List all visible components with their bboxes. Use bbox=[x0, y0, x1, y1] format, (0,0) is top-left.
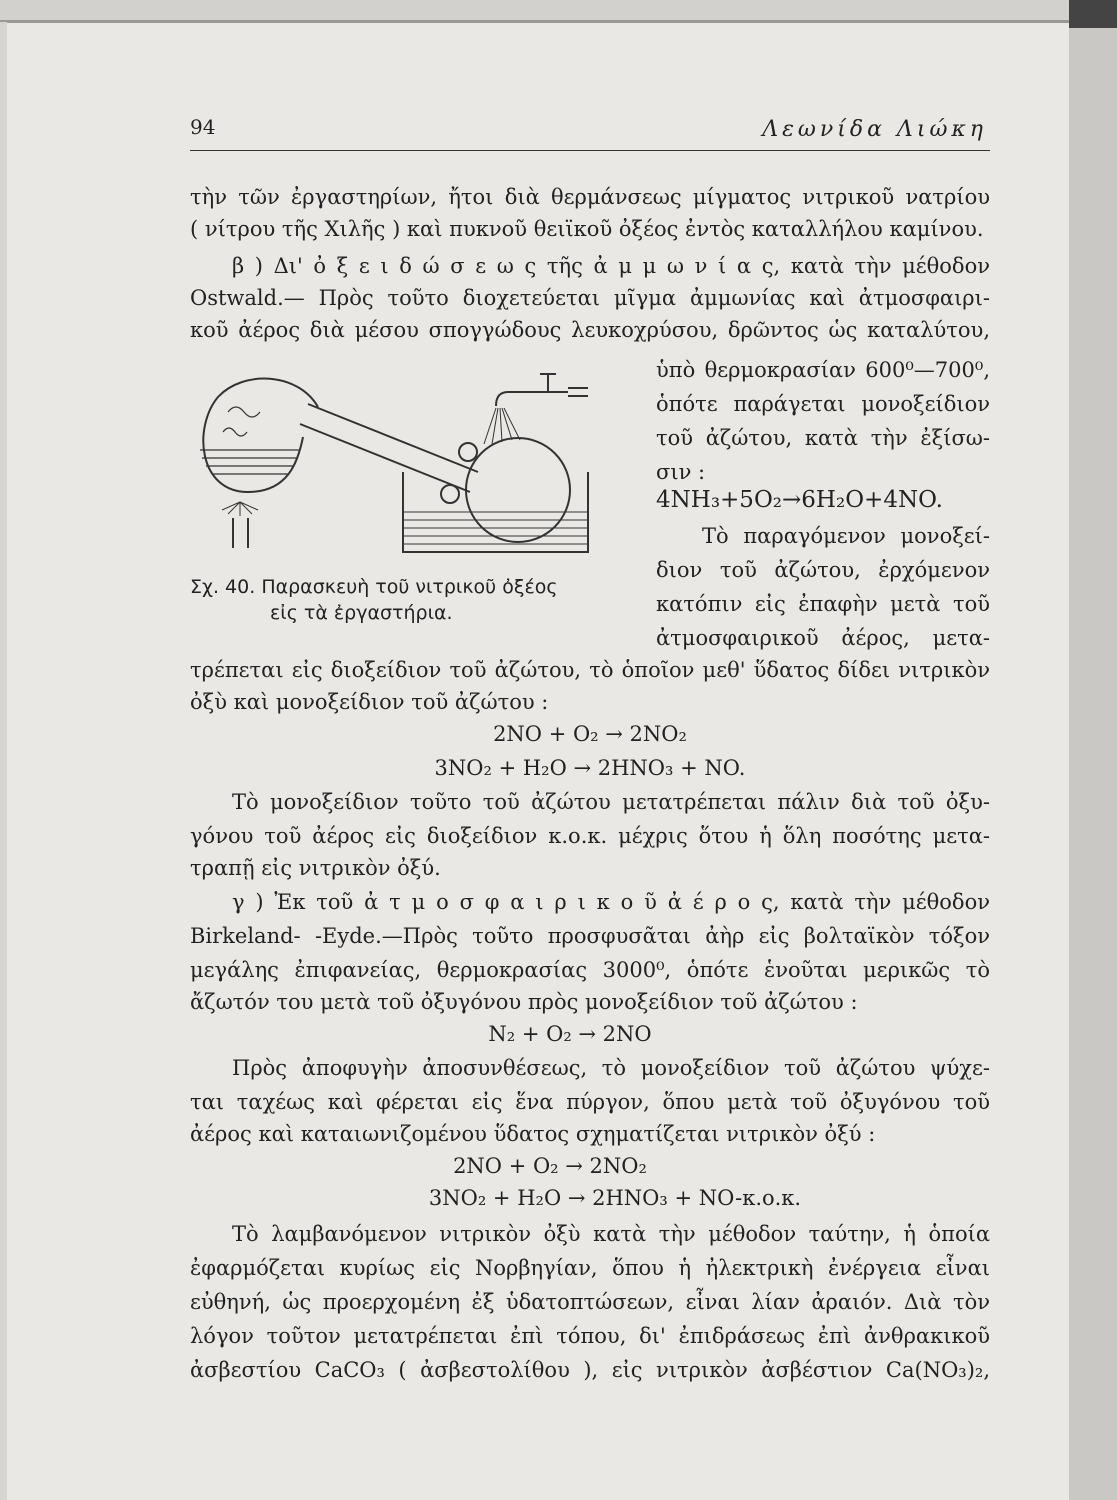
para2-line3: κοῦ ἀέρος διὰ μέσου σπογγώδους λευκοχρύσου, δρῶντος ὡς καταλύτου, bbox=[190, 318, 990, 342]
scan-top-band bbox=[0, 0, 1117, 22]
para6-line2: ται ταχέως καὶ φέρεται εἰς ἕνα πύργον, ὅπου μετὰ τοῦ ὀξυγόνου τοῦ bbox=[190, 1090, 990, 1114]
side-line3: τοῦ ἀζώτου, κατὰ τὴν ἐξίσω- bbox=[656, 426, 990, 450]
figure-caption-line1: Σχ. 40. Παρασκευὴ τοῦ νιτρικοῦ ὀξέος bbox=[190, 576, 558, 598]
retort-flask bbox=[203, 379, 318, 492]
receiver-flask bbox=[466, 438, 570, 542]
side-line9: ἀτμοσφαιρικοῦ ἀέρος, μετα- bbox=[656, 626, 990, 650]
water-tap bbox=[496, 374, 568, 406]
running-title: Λεωνίδα Λιώκη bbox=[762, 117, 987, 142]
para7-line2: ἐφαρμόζεται κυρίως εἰς Νορβηγίαν, ὅπου ἡ ἠλεκτρικὴ ἐνέργεια εἶναι bbox=[190, 1256, 990, 1280]
para5-line4: ἄζωτόν του μετὰ τοῦ ὀξυγόνου πρὸς μονοξείδιον τοῦ ἀζώτου : bbox=[190, 990, 858, 1014]
side-line6: Τὸ παραγόμενον μονοξεί- bbox=[702, 524, 990, 548]
para4-line3: τραπῇ εἰς νιτρικὸν ὀξύ. bbox=[190, 856, 441, 880]
scan-top-edge bbox=[0, 20, 1117, 23]
para4-line2: γόνου τοῦ ἀέρος εἰς διοξείδιον κ.ο.κ. μέχρις ὅτου ἡ ὅλη ποσότης μετα- bbox=[190, 824, 990, 848]
equation-1a: 2NO + O₂ → 2NO₂ bbox=[493, 722, 687, 746]
side-line1: ὑπὸ θερμοκρασίαν 600⁰—700⁰, bbox=[656, 358, 990, 382]
header-rule bbox=[190, 150, 990, 151]
para2-line2: Ostwald.— Πρὸς τοῦτο διοχετεύεται μῖγμα ἀμμωνίας καὶ ἀτμοσφαιρι- bbox=[190, 286, 990, 310]
scan-left-edge bbox=[0, 22, 7, 1500]
side-equation: 4NH₃+5O₂→6H₂O+4NO. bbox=[656, 487, 943, 513]
para3-line1: τρέπεται εἰς διοξείδιον τοῦ ἀζώτου, τὸ ὁποῖον μεθ' ὕδατος δίδει νιτρικὸν bbox=[190, 658, 990, 682]
para4-line1: Τὸ μονοξείδιον τοῦτο τοῦ ἀζώτου μετατρέπεται πάλιν διὰ τοῦ ὀξυ- bbox=[232, 790, 990, 814]
side-line7: διον τοῦ ἀζώτου, ἐρχόμενον bbox=[656, 558, 990, 582]
equation-1b: 3NO₂ + H₂O → 2HNO₃ + NO. bbox=[434, 756, 746, 780]
para3-line2: ὀξὺ καὶ μονοξείδιον τοῦ ἀζώτου : bbox=[190, 690, 549, 714]
equation-3a: 2NO + O₂ → 2NO₂ bbox=[453, 1154, 647, 1178]
side-line2: ὁπότε παράγεται μονοξείδιον bbox=[656, 392, 990, 416]
para5-line3: μεγάλης ἐπιφανείας, θερμοκρασίας 3000⁰, ὁπότε ἑνοῦται μερικῶς τὸ bbox=[190, 958, 990, 982]
para7-line3: εὐθηνή, ὡς προερχομένη ἐξ ὑδατοπτώσεων, εἶναι λίαν ἀραιόν. Διὰ τὸν bbox=[190, 1290, 990, 1314]
para1-line2: ( νίτρου τῆς Χιλῆς ) καὶ πυκνοῦ θειϊκοῦ ὀξέος ἐντὸς καταλλήλου καμίνου. bbox=[190, 217, 984, 241]
figure-apparatus bbox=[188, 352, 630, 574]
equation-2: N₂ + O₂ → 2NO bbox=[488, 1022, 652, 1046]
para6-line1: Πρὸς ἀποφυγὴν ἀποσυνθέσεως, τὸ μονοξείδιον τοῦ ἀζώτου ψύχε- bbox=[232, 1056, 990, 1080]
burner bbox=[233, 518, 248, 548]
side-line8: κατόπιν εἰς ἐπαφὴν μετὰ τοῦ bbox=[656, 592, 990, 616]
para6-line3: ἀέρος καὶ καταιωνιζομένου ὕδατος σχηματίζεται νιτρικὸν ὀξύ : bbox=[190, 1122, 876, 1146]
para2-line1: β ) Δι' ὀ ξ ε ι δ ώ σ ε ω ς τῆς ἀ μ μ ω ν ί α ς, κατὰ τὴν μέθοδον bbox=[232, 254, 990, 278]
para7-line4: λόγον τοῦτον μετατρέπεται ἐπὶ τόπου, δι' ἐπιδράσεως ἐπὶ ἀνθρακικοῦ bbox=[190, 1324, 990, 1348]
scan-right-band bbox=[1069, 0, 1117, 1500]
para1-line1: τὴν τῶν ἐργαστηρίων, ἤτοι διὰ θερμάνσεως μίγματος νιτρικοῦ νατρίου bbox=[190, 185, 990, 209]
equation-3b: 3NO₂ + H₂O → 2HNO₃ + NO-κ.ο.κ. bbox=[428, 1186, 802, 1210]
para5-line2: Birkeland- -Eyde.—Πρὸς τοῦτο προσφυσᾶται ἀὴρ εἰς βολταϊκὸν τόξον bbox=[190, 924, 990, 948]
figure-caption-line2: εἰς τὰ ἐργαστήρια. bbox=[270, 602, 453, 624]
para5-line1: γ ) Ἐκ τοῦ ἀ τ μ ο σ φ α ι ρ ι κ ο ῦ ἀ έ ρ ο ς, κατὰ τὴν μέθοδον bbox=[232, 890, 990, 914]
page-number: 94 bbox=[190, 115, 216, 139]
side-line4: σιν : bbox=[656, 460, 706, 484]
para7-line1: Τὸ λαμβανόμενον νιτρικὸν ὀξὺ κατὰ τὴν μέθοδον ταύτην, ἡ ὁποία bbox=[232, 1222, 990, 1246]
scan-corner bbox=[1069, 0, 1117, 28]
para7-line5: ἀσβεστίου CaCO₃ ( ἀσβεστολίθου ), εἰς νιτρικὸν ἀσβέστιον Ca(NO₃)₂, bbox=[190, 1358, 990, 1382]
